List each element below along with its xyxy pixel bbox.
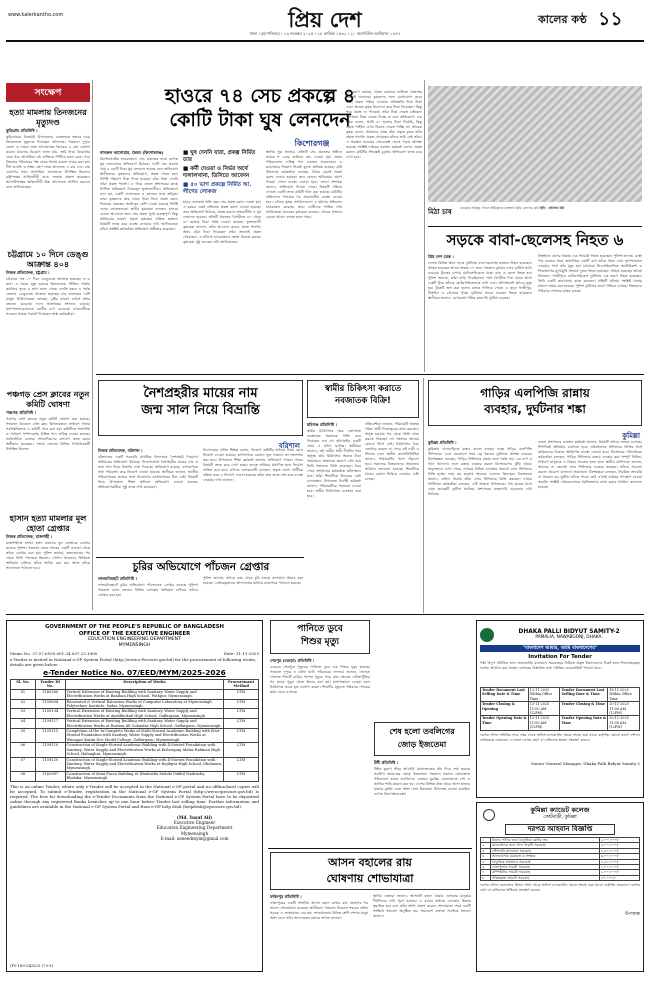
brief-item	[6, 390, 90, 511]
brief-byline: নিজস্ব প্রতিবেদক, রাজশাহী ।	[6, 534, 53, 539]
college-name: কুমিল্লা ক্যাডেট কলেজ	[530, 806, 590, 814]
bullet-icon: ■	[183, 166, 191, 172]
table-cell: 13-11-2025 11:00 AM (12PM)	[528, 702, 560, 716]
lpg-headline: ব্যবহার, দুর্ঘটনার শঙ্কা	[484, 402, 586, 416]
table-row	[11, 729, 259, 743]
tender-org: EDUCATION ENGINEERING DEPARTMENT	[88, 637, 181, 642]
tender-title: e-Tender Notice No. 07/EED/MYM/2025-2026	[43, 668, 226, 677]
brief-body: পঞ্চগড় প্রেস ক্লাবের নতুন কমিটি ঘোষণা করা হয়েছে। গতকাল বিকেলে প্রেস ক্লাব মিলনায়তনে সাধারণ সভায় সর্বসম্মতিক্রমে এ কমিটি গঠন করা হয়। কমিটিতে সভাপতি ও সাধারণ সম্পাদকসহ বিভিন্ন পদে দায়িত্ব দেওয়া হয়েছে। নবনির্বাচিত নেতারা সাংবাদিকদের কল্যাণে কাজ করার অঙ্গীকার করেছেন। সভায় জেলার বিভিন্ন গণমাধ্যমকর্মী উপস্থিত ছিলেন।	[6, 417, 90, 451]
palli-logo	[480, 628, 494, 642]
college-notice-title: দরপত্র আহবান বিজ্ঞপ্তি	[505, 824, 615, 835]
table-row	[11, 757, 259, 771]
signer: (Md. Yusuf Ali)	[176, 814, 213, 820]
college-ad	[476, 802, 644, 972]
lpg-location: কুমিল্লা	[622, 432, 640, 440]
table-cell: LTM	[224, 699, 259, 709]
news-photo	[428, 86, 642, 202]
rule	[428, 226, 642, 227]
lead-byline: নাসরুল আনোয়ার, ভৈরব (কিশোরগঞ্জ)	[100, 150, 164, 155]
drown-body: বগুড়ার শেরপুরে পুকুরের পানিতে ডুবে এক শিশুর মৃত্যু হয়েছে। গতকাল দুপুরে এ ঘটনা ঘটে। পরিবারের সদস্যরা জানান, খেলতে খেলতে শিশুটি বাড়ির পাশের পুকুরে পড়ে যায়। অনেক খোঁজাখুঁজির পর তাকে পুকুর থেকে উদ্ধার করা হয়। হাসপাতালে নেওয়া হলে চিকিৎসক তাকে মৃত ঘোষণা করেন। শিশুটির মৃত্যুতে পরিবারে শোকের ছায়া নেমে এসেছে।	[270, 665, 370, 694]
shooting-body-wrap	[374, 760, 470, 851]
table-cell: LTM	[224, 771, 259, 781]
brief-body: চট্টগ্রামে গত ১০ দিনে ডেঙ্গুতে আক্রান্ত হয়েছেন ৪০৪ জন। এ সময়ে মৃত্যু হয়েছে তিনজনের। সিভিল সার্জন কার্যালয় সূত্রে এ তথ্য জানা গেছে। চলতি বছরে এ পর্যন্ত জেলায় ডেঙ্গুতে আক্রান্ত হয়েছেন চার হাজারের বেশি মানুষ। চিকিৎসকেরা বলছেন, বৃষ্টির কারণে এডিস মশার প্রজনন বেড়েছে। ফলে আক্রান্তের সংখ্যাও বাড়ছে। হাসপাতালগুলোতে রোগীর চাপ বেড়েছে। নগরবাসীকে সচেতন থাকার পরামর্শ দিয়েছেন স্বাস্থ্য কর্মকর্তারা।	[6, 277, 90, 316]
husband-col-1	[307, 422, 361, 609]
table-cell: বৈদ্যুতিক মালামাল সরবরাহ	[490, 859, 599, 864]
brief-title: পঞ্চগড় প্রেস ক্লাবের নতুন কমিটি ঘোষণা	[6, 390, 90, 409]
sidebar-badge: সংক্ষেপ	[6, 83, 90, 102]
lead-headline-line: কোটি টাকা ঘুষ লেনদেন	[169, 109, 351, 131]
signer-city: Mymensingh	[180, 830, 209, 836]
dateline: ঢাকা । বৃহস্পতিবার । ১৩ নভেম্বর ২০২৫ । ২৮ কার্তিক ১৪৩২ । ২০ জমাদিউল আউয়াল ১৪৪৭	[249, 31, 401, 36]
procession-byline: ফরিদপুর প্রতিনিধি ।	[270, 894, 302, 899]
theft-byline: লালমনিরহাট প্রতিনিধি ।	[98, 576, 137, 581]
tender-org: OFFICE OF THE EXECUTIVE ENGINEER	[78, 630, 191, 637]
table-cell: কম্পিউটার সামগ্রী সরবরাহ	[490, 870, 599, 875]
table-cell: ২,৫০,০০০/-	[599, 859, 639, 864]
tender-intro: e-Tender is invited in National e-GP System Portal (http://www.e-Procure.gov.bd) for the procurement of following works, details are given below:	[10, 657, 257, 667]
theft-body: লালমনিরহাটে চুরির অভিযোগে পাঁচজনকে গ্রেপ্তার করেছে পুলিশ। গতকাল রাতে জেলার বিভিন্ন এলাকায় অভিযান চালিয়ে তাঁদের গ্রেপ্তার করা হয়।	[98, 583, 198, 597]
table-cell: ৫	[481, 859, 491, 864]
night-guard-byline: নিজস্ব প্রতিবেদক, বরিশাল ।	[98, 448, 143, 453]
caption-credit: ছবি : কালের কণ্ঠ	[539, 206, 565, 210]
lead-body: স্থানীয় সূত্র জানায়, প্রতিটি সেচ প্রকল্পের অধীনে কয়েক শ একর জমিতে সেচ দেওয়া হয়। প্রকল্প পরিচালনার দায়িত্ব পান একজন ম্যানেজার। এ ম্যানেজার নিয়োগ নিয়েই মূলত অনিয়ম হয়েছে। কৃষি বিভাগের কর্মকর্তারা বলছেন, নিয়ম মেনেই প্রকল্প বরাদ্দ দেওয়া হয়েছে। তবে কোনো অনিয়মের প্রমাণ পাওয়া গেলে ব্যবস্থা নেওয়া হবে। জেলা প্রশাসক জানান, অভিযোগ পাওয়া গেছে। বিষয়টি খতিয়ে দেখতে একটি তদন্ত কমিটি গঠন করা হয়েছে। কমিটির প্রতিবেদন পাওয়ার পর প্রয়োজনীয় ব্যবস্থা নেওয়া হবে। এদিকে কৃষক সংগঠনগুলো এ ঘটনার প্রতিবাদে মানববন্ধন করেছে। তারা দোষীদের শাস্তির দাবি জানিয়েছে। হাওরের কৃষকেরা বলছেন, সেচের অভাবে বোরো আবাদ ব্যাহত হতে পারে।	[266, 150, 342, 219]
lead-body: হাওর এলাকায় প্রতি বছর সেচ প্রকল্প বরাদ্দ দেওয়া হয়। এ বছরও একই প্রক্রিয়ায় প্রকল্প বরাদ্দ দেওয়া হয়েছে। তবে অভিযোগ উঠেছে, প্রকল্প বরাদ্দে স্বজনপ্রীতি ও ঘুষ লেনদেন হয়েছে। প্রতিটি প্রকল্পের বিপরীতে ৪০ থেকে ৬০ হাজার টাকা পর্যন্ত নেওয়া হয়েছে। ভুক্তভোগী কৃষকেরা জানান, তাঁরা আবেদন করেও প্রকল্প পাননি। অথচ যাঁরা টাকা দিয়েছেন তাঁরা সহজেই প্রকল্প পেয়েছেন। এ ঘটনায় হাওরাঞ্চলে ক্ষোভ বিরাজ করছে। কৃষকেরা সুষ্ঠু তদন্তের দাবি জানিয়েছেন।	[183, 200, 261, 244]
site-url[interactable]: www.kalerkantho.com	[8, 12, 64, 18]
table-cell: Tender Closing & Time	[560, 702, 608, 716]
table-cell: ১	[481, 838, 491, 843]
photo-label: মিঠা চাষ	[428, 206, 456, 218]
drown-byline: শেরপুর (বগুড়া) প্রতিনিধি ।	[270, 658, 315, 663]
husband-body: প্রতিবেশীরা জানান, পরিবারটি অত্যন্ত দরিদ্র। স্বামী দিনমজুরের কাজ করতেন। অসুস্থ হওয়ার পর থেকে তিনি কাজ করতে পারছেন না। সংসারে আয়ের কোনো উৎস নেই। চিকিৎসার খরচ জোগাড় করতে না পেরে ওই নারী এ সিদ্ধান্ত নেন। স্থানীয় জনপ্রতিনিধিরা জানান, পরিবারটির পাশে দাঁড়ানো হবে। সমাজের বিত্তবানদের সহায়তার আহ্বান জানানো হয়েছে। শিশুটিকে মায়ের কোলে ফিরিয়ে দেওয়ার চেষ্টা চলছে।	[365, 422, 419, 481]
table-cell: 08	[11, 771, 36, 781]
lpg-col-1	[428, 440, 532, 609]
palli-sign: Senior General Manager, Dhaka Palli Bidyut Samity-2	[530, 760, 640, 766]
highlight-text: ঘুষ দেননি যারা, প্রকল্প নির্মিত তার	[183, 150, 256, 163]
table-row	[11, 771, 259, 781]
table-cell: LTM	[224, 743, 259, 757]
road-body: টাঙ্গাইলে বাসের ধাক্কায় এক পথচারী নিহত হয়েছেন। পুলিশ জানায়, রাস্তা পার হওয়ার সময় দ্রুতগতির একটি বাস তাঁকে ধাক্কা দেয়। হাসপাতালে নেওয়ার পথে তাঁর মৃত্যু হয়। চট্টগ্রামে সিএনজিচালিত অটোরিকশা ও পিকআপের মুখোমুখি সংঘর্ষে দুজন নিহত হয়েছেন। আহত হয়েছেন আরো তিনজন। গাজীপুরে মোটরসাইকেল দুর্ঘটনায় এক তরুণ নিহত হয়েছেন। তিনি একটি কারখানায় কাজ করতেন। প্রতিটি ঘটনায় সংশ্লিষ্ট থানায় মামলা দায়ের করা হয়েছে। পুলিশ দুর্ঘটনার কারণ খতিয়ে দেখছে। নিহতদের পরিবারে শোকের মাতম চলছে।	[538, 254, 642, 293]
highlight-item	[183, 150, 261, 164]
brief-item	[6, 250, 90, 387]
brief-item	[6, 108, 90, 247]
table-cell: ৪	[481, 854, 491, 859]
table-cell: Renovated & Vertical Extension Works of Computer Laboratory at Mymensingh Polytechnic Institute, Sadar, Mymensingh.	[65, 699, 224, 709]
lpg-col-2	[538, 440, 642, 608]
table-row	[11, 709, 259, 719]
table-cell: বিশুদ্ধ পানির জন্য বৈদ্যুতিক মোটর ক্রয়	[490, 838, 599, 843]
palli-slogan: "বাংলাদেশ আমার, আমি বাংলাদেশের"	[480, 645, 640, 652]
drown-body-wrap	[270, 658, 370, 735]
college-addr: কোটবাড়ী, কুমিল্লা	[543, 815, 577, 820]
signer-dept: Education Engineering Department	[156, 825, 233, 831]
road-headline: সড়কে বাবা-ছেলেসহ নিহত ৬	[446, 231, 624, 249]
section-rule	[96, 374, 644, 375]
table-cell: Tender Document Last Selling Date & Time	[560, 688, 608, 702]
lead-highlights	[183, 150, 261, 350]
husband-byline: হবিগঞ্জ প্রতিনিধি ।	[307, 422, 337, 427]
column-divider	[424, 80, 425, 372]
drown-headline-box	[270, 620, 370, 654]
table-header: Procurement Method	[224, 680, 259, 690]
brief-body: রাজশাহীতে হাসান হত্যা মামলার মূল হোতাকে গ্রেপ্তার করেছে পুলিশ। গতকাল রাতে নগরের একটি এলাকা থেকে তাঁকে গ্রেপ্তার করা হয়। পুলিশ জানায়, হত্যাকাণ্ডের পর থেকে তিনি পলাতক ছিলেন। গোপন সংবাদের ভিত্তিতে অভিযান চালিয়ে তাঁকে আটক করা হয়। আজ তাঁকে আদালতে পাঠানো হবে।	[6, 541, 90, 570]
lead-body: কিশোরগঞ্জের হাওরাঞ্চলে সেচ প্রকল্পের নামে ব্যাপক ঘুষ লেনদেনের অভিযোগ উঠেছে। ৭৪টি সেচ প্রকল্পে প্রায় ৪ কোটি টাকা ঘুষ লেনদেন হয়েছে বলে অভিযোগ স্থানীয়দের। কৃষকদের অভিযোগ, প্রকল্প পেতে হলে নির্দিষ্ট পরিমাণ টাকা দিতে হয়েছে। যাঁরা টাকা দেননি তাঁরা প্রকল্প পাননি। এ নিয়ে জেলা প্রশাসকের কাছে লিখিত অভিযোগ দিয়েছেন ভুক্তভোগীরা। অভিযোগে বলা হয়, একটি দালালচক্র এ কাজের সঙ্গে জড়িত। তারা কৃষকদের কাছ থেকে টাকা নিয়ে প্রকল্প বরাদ্দ দিয়েছে। প্রকল্পের অর্ধেকের বেশি দেওয়া হয়েছে নির্দিষ্ট দলের লোকজনকে। স্থানীয় কৃষকেরা বলছেন, হাওরে বোরো আবাদের জন্য সেচ প্রকল্প খুবই গুরুত্বপূর্ণ। কিন্তু অনিয়মের কারণে প্রকৃত কৃষকেরা বঞ্চিত হচ্ছেন। বিষয়টি তদন্ত করে ব্যবস্থা নেওয়ার দাবি জানিয়েছেন তাঁরা। সংশ্লিষ্ট কর্মকর্তারা অভিযোগ অস্বীকার করেছেন।	[100, 157, 178, 231]
sidebar-divider	[92, 80, 93, 610]
photo-caption	[460, 206, 642, 224]
procession-col-2	[373, 894, 471, 972]
table-header: Tender ID No.	[35, 680, 65, 690]
lpg-byline: কুমিল্লা প্রতিনিধি ।	[428, 440, 457, 445]
table-cell: ৩,০০,০০০/-	[599, 854, 639, 859]
section-rule	[6, 614, 644, 615]
palli-extra: দরপত্র দলিল সমিতির সদর দপ্তর থেকে অফিস চলাকালীন সময়ে সংগ্রহ করা যাবে। কর্তৃপক্ষ কোনো কারণ দর্শানো ব্যতিরেকে যেকোনো বা সকল দরপত্র গ্রহণ বা বাতিলের ক্ষমতা সংরক্ষণ করেন।	[480, 732, 640, 742]
table-cell: LTM	[224, 719, 259, 729]
college-sign: উপাধ্যক্ষ	[625, 912, 640, 918]
sidebar	[6, 83, 90, 613]
night-guard-headline-box	[98, 380, 303, 436]
road-byline: প্রিয় দেশ ডেস্ক ।	[428, 254, 454, 259]
table-row	[481, 702, 640, 716]
table-cell: 1159134	[35, 709, 65, 719]
highlight-item	[183, 182, 261, 196]
rule	[96, 557, 304, 558]
shooting-headline-box	[374, 722, 470, 756]
brief-body: কুড়িগ্রামের চিলমারী উপজেলার একজনকে হত্যার দায়ে তিনজনকে মৃত্যুদণ্ড দিয়েছেন আদালত। গতকাল দুপুরে জেলা ও দায়রা জজ আদালতের বিচারক এ রায় ঘোষণা করেন। মামলার বিবরণে জানা যায়, জমি নিয়ে বিরোধের জের ধরে আসামিরা ওই ব্যক্তিকে পিটিয়ে হত্যা করে। পরে নিহতের পরিবারের পক্ষ থেকে থানায় মামলা দায়ের করা হয়। দীর্ঘ শুনানি ও সাক্ষ্য গ্রহণ শেষে আদালত এ রায় দেন। রায় ঘোষণার সময় আসামিরা আদালতে উপস্থিত ছিলেন। রাষ্ট্রপক্ষের আইনজীবী রায়ে সন্তোষ প্রকাশ করেছেন। আসামিপক্ষের আইনজীবী উচ্চ আদালতে আপিল করবেন বলে জানিয়েছেন।	[6, 135, 90, 189]
table-cell: ৫০,০০০/-	[599, 875, 639, 880]
night-guard-col-2	[203, 448, 303, 554]
tender-org: GOVERNMENT OF THE PEOPLE'S REPUBLIC OF BANGLADESH	[45, 624, 224, 630]
table-cell: 20-11-2025 11:00 AM (12PM)	[608, 716, 640, 730]
lpg-body: কুমিল্লায় বাসাবাড়িতে রান্নার কাজে ব্যবহার হচ্ছে গাড়ির এলপিজি সিলিন্ডার। এতে যেকোনো সময় বড় ধরনের দুর্ঘটনার আশঙ্কা রয়েছে। বিশেষজ্ঞরা বলছেন, গাড়ির সিলিন্ডার রান্নার জন্য তৈরি নয়। এর চাপ ও গঠন আলাদা। ফলে রান্নায় ব্যবহার করলে বিস্ফোরণের ঝুঁকি থাকে। অনুসন্ধানে দেখা গেছে, নগরের বিভিন্ন এলাকায় অবাধে এসব সিলিন্ডার বিক্রি হচ্ছে। দামে কম হওয়ায় অনেকে এগুলো কিনছেন। বিক্রেতারা জানান, চাহিদা থাকায় তাঁরা এসব সিলিন্ডার বিক্রি করছেন। ফায়ার সার্ভিসের কর্মকর্তারা বলছেন, এটি অত্যন্ত বিপজ্জনক। গত কয়েক মাসে এমন কয়েকটি দুর্ঘটনা ঘটেছে। প্রশাসনের নজরদারি বাড়ানোর দাবি উঠেছে।	[428, 447, 532, 496]
brief-title: হত্যা মামলায় তিনজনের মৃত্যুদণ্ড	[9, 108, 87, 127]
lpg-headline: গাড়ির এলপিজি রান্নায়	[480, 386, 590, 400]
table-row	[481, 688, 640, 702]
table-row	[11, 689, 259, 699]
theft-col-2	[203, 576, 303, 610]
shooting-body: টঙ্গীর তুরাগ তীরে আখেরি মোনাজাতের মধ্য দিয়ে শেষ হয়েছে তবলিগ জামাতের জোড় ইজতেমা। গতকাল সকালে মোনাজাত পরিচালনা করেন তবলিগের একজন মুরব্বি। মোনাজাতে দেশ ও জাতির শান্তি কামনা করা হয়। দেশের বিভিন্ন প্রান্ত থেকে আসা হাজার হাজার মুসল্লি এতে অংশ নেন। ইজতেমা উপলক্ষে নেওয়া হয়েছিল ব্যাপক নিরাপত্তাব্যবস্থা।	[374, 767, 470, 796]
table-cell: 05	[11, 729, 36, 743]
table-cell: LTM	[224, 757, 259, 771]
table-cell: ৭	[481, 870, 491, 875]
table-cell: 1159117	[35, 719, 65, 729]
procession-headline: ঘোষণায় শোভাযাত্রা	[326, 872, 414, 885]
palli-org-block	[499, 629, 639, 640]
table-cell: 1159804	[35, 699, 65, 709]
rule	[268, 848, 472, 849]
tender-memo-row	[10, 651, 259, 656]
tender-table	[10, 679, 259, 782]
header-rule	[6, 40, 644, 42]
lead-headline-line: হাওরে ৭৪ সেচ প্রকল্পে ৪	[164, 85, 356, 107]
brief-byline: নিজস্ব প্রতিবেদক, চট্টগ্রাম ।	[6, 270, 50, 275]
table-cell: ৩	[481, 848, 491, 853]
table-cell: ২,০০,০০০/-	[599, 870, 639, 875]
table-cell: 13-11-2025 11:00 AM (12PM)	[528, 716, 560, 730]
palli-body: পল্লী বিদ্যুৎ সমিতির জন্য প্রয়োজনীয় মালামাল সরবরাহের নিমিত্তে প্রকৃত ঠিকাদারদের নিকট হতে সিলমোহরকৃত দরপত্র আহ্বান করা যাচ্ছে। দরপত্রের বিস্তারিত তথ্য সমিতির ওয়েবসাইটে পাওয়া যাবে।	[480, 661, 640, 670]
drown-headline: পানিতে ডুবে	[297, 624, 343, 634]
lead-col-3	[266, 150, 342, 372]
lead-col-4	[346, 90, 422, 372]
highlight-text: কর্মী দেওয়া ও নির্ভর অর্থে দালালখানা, ডিসিতে আবেদন	[183, 166, 250, 179]
column-divider	[423, 378, 424, 613]
college-table	[480, 837, 640, 881]
caption-text: বগুড়ায় আলুর খেতে শ্রমিকদের ব্যস্ততা। ছবি: কালের কণ্ঠ	[460, 206, 539, 210]
table-cell: 01	[11, 689, 36, 699]
husband-col-2	[365, 422, 419, 608]
table-cell: 12-11-2025 Within Office Time	[528, 688, 560, 702]
husband-headline: নবজাতক বিক্রি!	[335, 396, 391, 406]
table-cell: 1159115	[35, 729, 65, 743]
procession-headline: আসন বহালের রায়	[328, 856, 412, 869]
theft-headline: চুরির অভিযোগে পাঁচজন গ্রেপ্তার	[132, 561, 270, 573]
table-cell: LTM	[224, 689, 259, 699]
table-cell: ৫,০০,০০০/-	[599, 843, 639, 848]
drown-headline: শিশুর মৃত্যু	[300, 637, 340, 647]
highlight-item	[183, 166, 261, 180]
husband-body: স্বামীর চিকিৎসার খরচ জোগাতে নবজাতক সন্তানকে বিক্রি করে দিয়েছেন এক মা। হবিগঞ্জের একটি গ্রামে এ ঘটনা ঘটেছে। স্থানীয়রা জানান, ওই নারীর স্বামী দীর্ঘদিন ধরে অসুস্থ। তাঁর চিকিৎসায় অনেক টাকা প্রয়োজন। অভাবের কারণে বাধ্য হয়ে তিনি সন্তানকে বিক্রি করেছেন। খবর পেয়ে প্রশাসনের কর্মকর্তারা ঘটনাস্থলে যান। তাঁরা শিশুটিকে উদ্ধারের চেষ্টা চালাচ্ছেন। উপজেলা নির্বাহী কর্মকর্তা জানান, পরিবারটিকে সহায়তা দেওয়া হবে। স্বামীর চিকিৎসার ব্যবস্থাও করা হবে।	[307, 429, 361, 498]
table-cell: ১,০০,০০০/-	[599, 865, 639, 870]
table-cell: 1159110	[35, 743, 65, 757]
night-guard-body: বরিশালের একটি সরকারি প্রাথমিক বিদ্যালয়ে নৈশপ্রহরী নিয়োগে অনিয়মের অভিযোগ উঠেছে। নিয়োগপ্রাপ্ত নৈশপ্রহরীর মায়ের নাম ও জন্ম সাল নিয়ে বিভ্রান্তি দেখা দিয়েছে। অভিযোগ রয়েছে, কাগজপত্রে তথ্য পরিবর্তন করে নিয়োগ দেওয়া হয়েছে। স্থানীয়রা জানান, জাতীয় পরিচয়পত্রের তথ্যের সঙ্গে নিয়োগের কাগজপত্রের মিল নেই। বিষয়টি নিয়ে উপজেলা শিক্ষা অফিসে অভিযোগ দেওয়া হয়েছে। অভিযোগকারীরা সুষ্ঠু তদন্ত দাবি করেছেন।	[98, 455, 198, 489]
table-header-row	[11, 680, 259, 690]
lead-body: অভিযোগ রয়েছে, প্রকল্প বরাদ্দের তালিকা প্রকাশের আগেই দালালরা কৃষকদের সঙ্গে যোগাযোগ করে। তারা প্রকল্প পাইয়ে দেওয়ার প্রতিশ্রুতি দিয়ে টাকা নেয়। অনেক কৃষক ধারদেনা করে টাকা দিয়েছেন। কিন্তু পরে প্রকল্প না পাওয়ায় তাঁরা টাকা ফেরত চাইছেন। দালালরা টাকা ফেরত দিচ্ছে না বলে অভিযোগ। এক কৃষক বলেন, আমি ৫০ হাজার টাকা দিয়েছি, কিন্তু প্রকল্প পাইনি। এখন টাকাও ফেরত পাচ্ছি না। আরেক কৃষক বলেন, আমাদের গ্রামে যাঁরা প্রকৃত কৃষক তাঁরা প্রকল্প পাননি। প্রকল্প পেয়েছেন যাঁদের জমি নেই তাঁরা। এ অবস্থায় হাওরের সেচব্যবস্থা ভেঙে পড়ার আশঙ্কা রয়েছে। সংশ্লিষ্ট দপ্তরের একজন কর্মকর্তা বলেন, প্রকল্প বরাদ্দে কমিটির সিদ্ধান্তই চূড়ান্ত। অভিযোগ তদন্ত করে দেখা হবে।	[346, 90, 422, 159]
palli-org: DHAKA PALLI BIDYUT SAMITY-2	[518, 629, 620, 635]
palli-table	[480, 687, 640, 731]
table-cell: 1160160	[35, 689, 65, 699]
procession-body: স্থানীয় নেতারা জানান, আসনটি বহাল থাকায় এলাকার মানুষের দীর্ঘদিনের দাবি পূরণ হয়েছে। এ রায়ের মাধ্যমে এলাকার উন্নয়ন ত্বরান্বিত হবে বলে তাঁরা আশা প্রকাশ করেন। শোভাযাত্রা শেষে একটি সংক্ষিপ্ত সমাবেশ অনুষ্ঠিত হয়। সমাবেশে বক্তারা সবাইকে ধন্যবাদ জানান।	[373, 894, 471, 918]
theft-body: পুলিশ জানায়, তাঁদের কাছ থেকে চুরি যাওয়া মালামাল উদ্ধার করা হয়েছে। গ্রেপ্তারকৃতদের আদালতের মাধ্যমে কারাগারে পাঠানো হয়েছে।	[203, 576, 303, 585]
night-guard-col-1	[98, 448, 198, 555]
table-row	[481, 875, 640, 880]
tender-notice: This is an online Tender, where only e-Tender will be accepted in the National e-GP portal and no offline/hard copies will be accepted. To submit e-Tender, registration in the National e-GP System Portal (http://www.eprocure.gov.bd) is required. The fees for downloading the e-Tender Documents from the National e-GP System Portal have to be deposited online through any registered Banks branches up to one hour before Tender last selling time. Further information and guidelines are available in the National e-GP System Portal and from e-GP help desk (helpdesk@eprocure.gov.bd).	[10, 783, 259, 809]
procession-col-1	[270, 894, 368, 975]
table-row	[11, 699, 259, 709]
husband-headline: স্বামীর চিকিৎসা করাতে	[324, 384, 402, 394]
signer-email[interactable]: E-mail: xeneedmym@gmail.com	[160, 836, 229, 842]
palli-notice-title: Invitation For Tender	[528, 654, 592, 660]
procession-headline-box	[270, 852, 470, 890]
bullet-icon: ■	[183, 150, 191, 156]
table-header: Sl. No.	[11, 680, 36, 690]
shooting-headline: জোড় ইজতেমা	[397, 740, 447, 749]
night-guard-location: বরিশাল	[278, 442, 300, 450]
road-col-1	[428, 254, 532, 373]
brief-byline: কুড়িগ্রাম প্রতিনিধি ।	[6, 128, 38, 133]
brief-title: চট্টগ্রামে ১০ দিনে ডেঙ্গু আক্রান্ত ৪০৪	[7, 250, 89, 269]
table-cell: 03	[11, 709, 36, 719]
table-cell: 1162987	[35, 771, 65, 781]
table-cell: LTM	[224, 709, 259, 719]
section-title: প্রিয় দেশ	[288, 8, 362, 32]
tender-signature	[130, 815, 259, 842]
road-body: দেশের বিভিন্ন স্থানে সড়ক দুর্ঘটনায় বাবা-ছেলেসহ ছয়জন নিহত হয়েছেন। আহত হয়েছেন আরো অন্তত ১০ জন। গতকাল বুধবার এসব দুর্ঘটনা ঘটে। বগুড়ায় ট্রাকের চাপায় মোটরসাইকেলে থাকা বাবা ও ছেলে নিহত হন। পুলিশ জানায়, তাঁরা বাড়ি ফিরছিলেন। পথে বিপরীত দিক থেকে আসা একটি ট্রাক তাঁদের মোটরসাইকেলকে চাপা দেয়। ঘটনাস্থলেই তাঁদের মৃত্যু হয়। ট্রাকটি জব্দ করা হলেও চালক পালিয়ে গেছে। এ ছাড়া গাজীপুর, টাঙ্গাইল ও চট্টগ্রামে পৃথক দুর্ঘটনায় আরো চারজন নিহত হয়েছেন। স্থানীয়রা জানান, বেপরোয়া গতির কারণেই দুর্ঘটনা বাড়ছে।	[428, 261, 532, 300]
table-row	[11, 719, 259, 729]
table-cell: 04	[11, 719, 36, 729]
palli-addr: PAMALIA, NAWABGONJ, DHAKA.	[535, 635, 603, 640]
tender-memo: Memo No. 37.07.6100.001.34.037.25.1900	[10, 651, 98, 656]
table-cell: 06	[11, 743, 36, 757]
brief-title: হাসান হত্যা মামলার মূল হোতা গ্রেপ্তার	[9, 514, 87, 533]
table-cell: 18-11-2025 Within Office Time	[608, 688, 640, 702]
tender-org: MYMENSINGH	[118, 643, 151, 648]
table-cell: Construction of Single-Storied Academic Building with 4-Storied Foundation with Sanitary, Water Supply and Electrification Works at Rajibpur High School, Dhobaura, Mymensingh.	[66, 757, 223, 771]
table-cell: আসবাবপত্র মেরামত ও সংস্কার	[490, 854, 599, 859]
table-cell: ১,৫০,০০০/-	[599, 848, 639, 853]
table-row	[481, 716, 640, 730]
table-cell: 20-11-2025 11:00 AM (12PM)	[608, 702, 640, 716]
table-cell: 1159120	[35, 757, 65, 771]
table-cell: Tender Closing & Opening	[481, 702, 529, 716]
procession-body: ফরিদপুরের একটি সংসদীয় আসন বহাল রাখার রায় ঘোষণার পর আনন্দ শোভাযাত্রা করেছেন স্থানীয়রা। গতকাল বিকেলে শহরের প্রধান সড়কে এ শোভাযাত্রা বের হয়। শোভাযাত্রায় বিভিন্ন শ্রেণি-পেশার মানুষ অংশ নেন। তাঁরা আদালতের রায়কে স্বাগত জানান।	[270, 901, 368, 920]
tender-code: (PI-183-543/25 (7×3)	[10, 963, 54, 968]
college-logo	[483, 809, 495, 821]
table-cell: Vertical Extension of Existing Building with Sanitary, Water Supply and Electrification Works at Rostom Ali Golandaz High School, Gaffargaon, Mymensingh.	[65, 719, 224, 729]
table-cell: পরিচ্ছন্নতা সামগ্রী সরবরাহ	[490, 875, 599, 880]
tender-date: Date: 11-11-2025	[223, 651, 259, 656]
table-cell: 07	[11, 757, 36, 771]
brief-byline: পঞ্চগড় প্রতিনিধি ।	[6, 410, 36, 415]
highlight-text: ৫০ ভাগ প্রকল্পে নির্মিত আ. লীগের লোকজ	[183, 182, 252, 195]
table-cell: ৮	[481, 875, 491, 880]
bullet-icon: ■	[183, 182, 191, 188]
road-col-2	[538, 254, 642, 372]
table-cell: ৬	[481, 865, 491, 870]
table-cell: Completion of the In-Complete Works of Multi-Storied Academic Building with Four-Storied Foundation with Sanitary, Water Supply and Electrification Works at Wunagor Karim Dev Model College, Gaffargaon, Mymensingh.	[65, 729, 224, 743]
table-cell: Tender Document Last Selling Date & Time	[481, 688, 529, 702]
table-cell: ক্যাডেটদের জন্য খাদ্য সামগ্রী সরবরাহ	[490, 843, 599, 848]
table-cell: স্টেশনারি মালামাল সরবরাহ	[490, 848, 599, 853]
table-cell: Tender Opening Date & Time	[560, 716, 608, 730]
lead-col-1	[100, 150, 178, 377]
palli-ad	[476, 620, 644, 798]
brand-logo: কালের কণ্ঠ	[538, 13, 587, 26]
night-guard-body: বিদ্যালয়ের প্রধান শিক্ষক বলেন, নিয়োগ কমিটির মাধ্যমে নিয়ম মেনে নিয়োগ দেওয়া হয়েছে। কাগজপত্রে কোনো ভুল থাকলে তা সংশোধন করা হবে। উপজেলা শিক্ষা কর্মকর্তা জানান, অভিযোগ পাওয়া গেছে। বিষয়টি তদন্ত করে দেখা হচ্ছে। তদন্তে অনিয়ম প্রমাণিত হলে নিয়োগ বাতিল করা হবে। এদিকে এলাকাবাসী বলছেন, প্রকৃত যোগ্য প্রার্থীকে বঞ্চিত করে এ নিয়োগ দেওয়া হয়েছে। তাঁরা দ্রুত তদন্ত শেষ করে ব্যবস্থা নেওয়ার দাবি জানান।	[203, 448, 303, 482]
night-guard-headline: জন্ম সাল নিয়ে বিভ্রান্তি	[141, 403, 260, 418]
signer-designation: Executive Engineer	[173, 819, 216, 825]
night-guard-headline: নৈশপ্রহরীর মায়ের নাম	[143, 386, 258, 401]
husband-headline-box	[307, 380, 419, 418]
table-row	[11, 743, 259, 757]
lpg-body: জেলা প্রশাসনের একজন কর্মকর্তা জানান, বিষয়টি তাঁদের নজরে এসেছে। শিগগিরই অভিযান চালানো হবে। অবৈধভাবে সিলিন্ডার বিক্রির সঙ্গে জড়িতদের বিরুদ্ধে আইনগত ব্যবস্থা নেওয়া হবে। বিস্ফোরক পরিদপ্তরের কর্মকর্তারা বলছেন, গাড়ির সিলিন্ডার রান্নায় ব্যবহার করা সম্পূর্ণ নিষিদ্ধ। সাধারণ মানুষকে এ বিষয়ে সচেতন হতে হবে। স্থানীয় বাসিন্দারা জানান, অনেকে না জেনেই এসব সিলিন্ডার ব্যবহার করছেন। তাঁদের সচেতন করতে প্রচারণা চালানো প্রয়োজন। বিশেষজ্ঞরা বলছেন, নিয়মিত তদারকি না থাকলে বড় দুর্ঘটনা ঘটতে পারে। তাই এখনই কার্যকর পদক্ষেপ নেওয়া জরুরি। সংশ্লিষ্ট দপ্তরগুলোকে সমন্বিতভাবে কাজ করার আহ্বান জানানো হয়েছে।	[538, 440, 642, 489]
table-cell: Vertical Extension of Existing Building with Sanitary, Water Supply and Electrification Works at Ayubkhokali High School, Gaffargaon, Mymensingh.	[65, 709, 224, 719]
table-cell: Vertical Extension of Existing Building with Sanitary, Water Supply and Electrification Works at Baniban High School, Puthpur, Mymensingh.	[65, 689, 224, 699]
table-header: Description of Works	[65, 680, 224, 690]
table-cell: Tender Opening Date & Time	[481, 716, 529, 730]
lead-location: কিশোরগঞ্জ	[294, 139, 330, 148]
shooting-headline: শেষ হলো তবলিগের	[389, 727, 455, 736]
tender-ad	[6, 620, 263, 972]
table-cell: খেলাধুলার সামগ্রী সরবরাহ	[490, 865, 599, 870]
table-cell: ২	[481, 843, 491, 848]
college-extra: দরপত্র দলিল কলেজের হিসাব শাখা থেকে অফিস চলাকালীন সময়ে সংগ্রহ করা যাবে। কর্তৃপক্ষ যেকোনো দরপত্র গ্রহণ বা বাতিলের অধিকার সংরক্ষণ করেন।	[480, 883, 640, 893]
table-cell: Construction of Semi Pucca Building at Dhnitovila Mohila Dakhil Madrasha, Bhaluka, Mymensingh.	[65, 771, 224, 781]
table-cell: Construction of Single-Storied Academic Building with 4-Storied Foundation with Sanitary, Water Supply and Electrification Works at Kishorgonj Abdur Rahman High School, Haluaghat, Mymensingh.	[65, 743, 224, 757]
page-number: ১১	[598, 8, 623, 30]
table-cell: ২,০০,০০০/-	[599, 838, 639, 843]
theft-col-1	[98, 576, 198, 613]
lpg-headline-box	[428, 380, 642, 426]
shooting-byline: টঙ্গী প্রতিনিধি ।	[374, 760, 399, 765]
table-cell: 02	[11, 699, 36, 709]
table-cell: LTM	[224, 729, 259, 743]
